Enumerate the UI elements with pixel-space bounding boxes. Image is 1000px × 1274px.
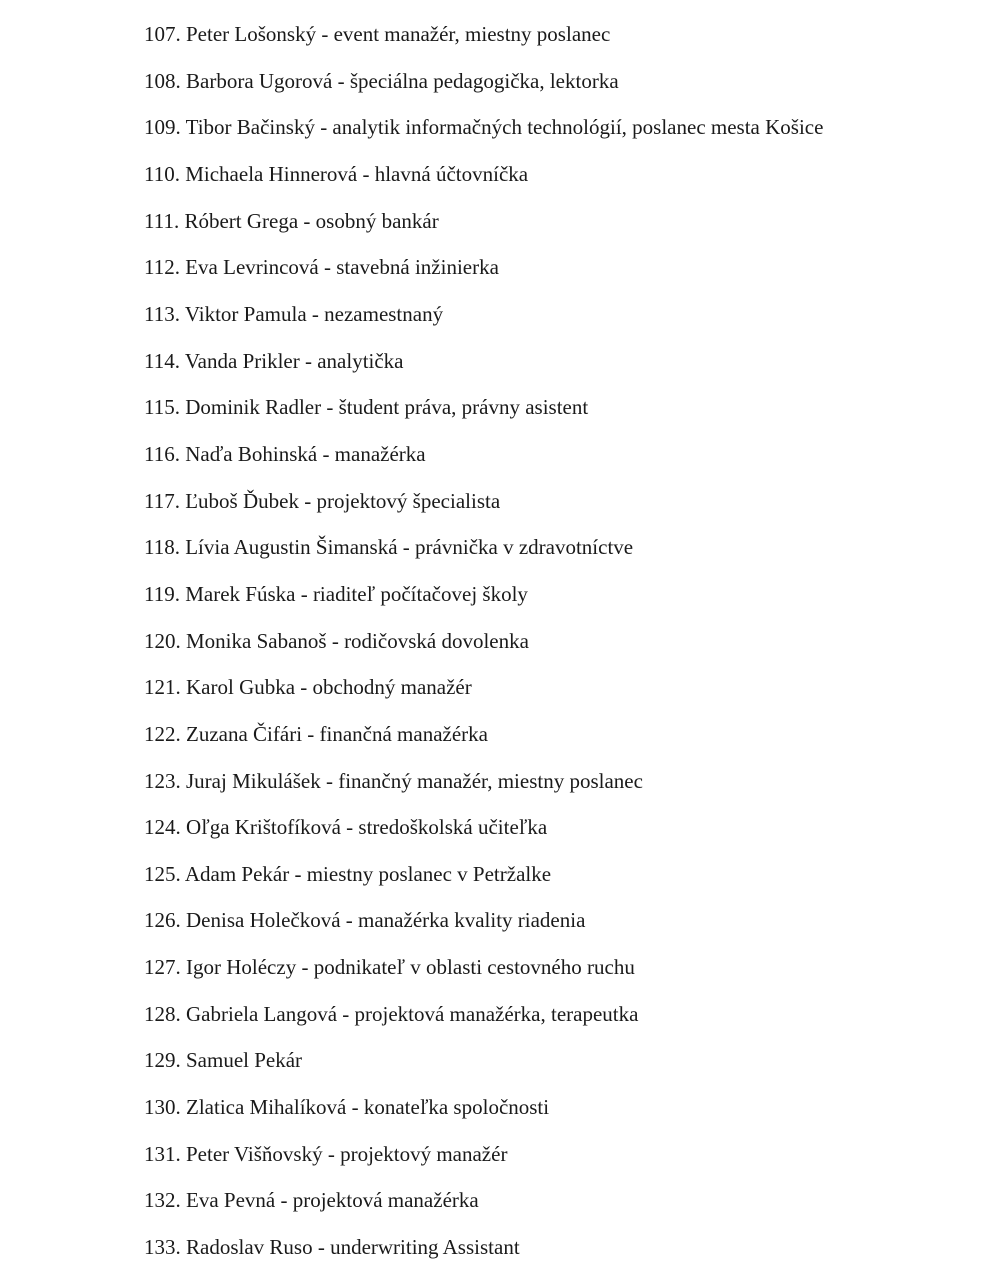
list-item: 121. Karol Gubka - obchodný manažér xyxy=(144,675,472,700)
list-item: 126. Denisa Holečková - manažérka kvality riadenia xyxy=(144,908,586,933)
list-item: 132. Eva Pevná - projektová manažérka xyxy=(144,1188,479,1213)
list-item: 118. Lívia Augustin Šimanská - právnička v zdravotníctve xyxy=(144,535,634,560)
list-item: 122. Zuzana Čifári - finančná manažérka xyxy=(144,721,488,746)
list-item: 111. Róbert Grega - osobný bankár xyxy=(144,208,439,233)
list-item: 124. Oľga Krištofíková - stredoškolská učiteľka xyxy=(144,815,548,840)
list-item: 128. Gabriela Langová - projektová manažérka, terapeutka xyxy=(144,1001,639,1026)
list-item: 120. Monika Sabanoš - rodičovská dovolenka xyxy=(144,628,529,653)
list-item: 107. Peter Lošonský - event manažér, miestny poslanec xyxy=(144,22,611,46)
list-item: 116. Naďa Bohinská - manažérka xyxy=(144,441,426,466)
list-item: 109. Tibor Bačinský - analytik informačných technológií, poslanec mesta Košice xyxy=(144,115,824,140)
list-item: 123. Juraj Mikulášek - finančný manažér, miestny poslanec xyxy=(144,768,643,793)
list-item: 115. Dominik Radler - študent práva, právny asistent xyxy=(144,395,589,420)
list-item: 117. Ľuboš Ďubek - projektový špecialista xyxy=(144,488,501,513)
list-item: 110. Michaela Hinnerová - hlavná účtovníčka xyxy=(144,161,529,186)
list-item: 114. Vanda Prikler - analytička xyxy=(144,348,404,373)
list-item: 129. Samuel Pekár xyxy=(144,1048,303,1073)
list-item: 133. Radoslav Ruso - underwriting Assistant xyxy=(144,1235,520,1260)
list-item: 131. Peter Višňovský - projektový manažér xyxy=(144,1141,508,1166)
list-item: 125. Adam Pekár - miestny poslanec v Petržalke xyxy=(144,861,552,886)
list-item: 119. Marek Fúska - riaditeľ počítačovej školy xyxy=(144,581,528,606)
candidate-list xyxy=(144,14,984,1274)
list-item: 127. Igor Holéczy - podnikateľ v oblasti cestovného ruchu xyxy=(144,955,635,980)
list-item: 130. Zlatica Mihalíková - konateľka spoločnosti xyxy=(144,1095,550,1120)
list-item: 108. Barbora Ugorová - špeciálna pedagogička, lektorka xyxy=(144,68,619,93)
document-page xyxy=(144,14,984,1274)
list-item: 112. Eva Levrincová - stavebná inžinierka xyxy=(144,255,499,280)
list-item: 113. Viktor Pamula - nezamestnaný xyxy=(144,301,444,326)
